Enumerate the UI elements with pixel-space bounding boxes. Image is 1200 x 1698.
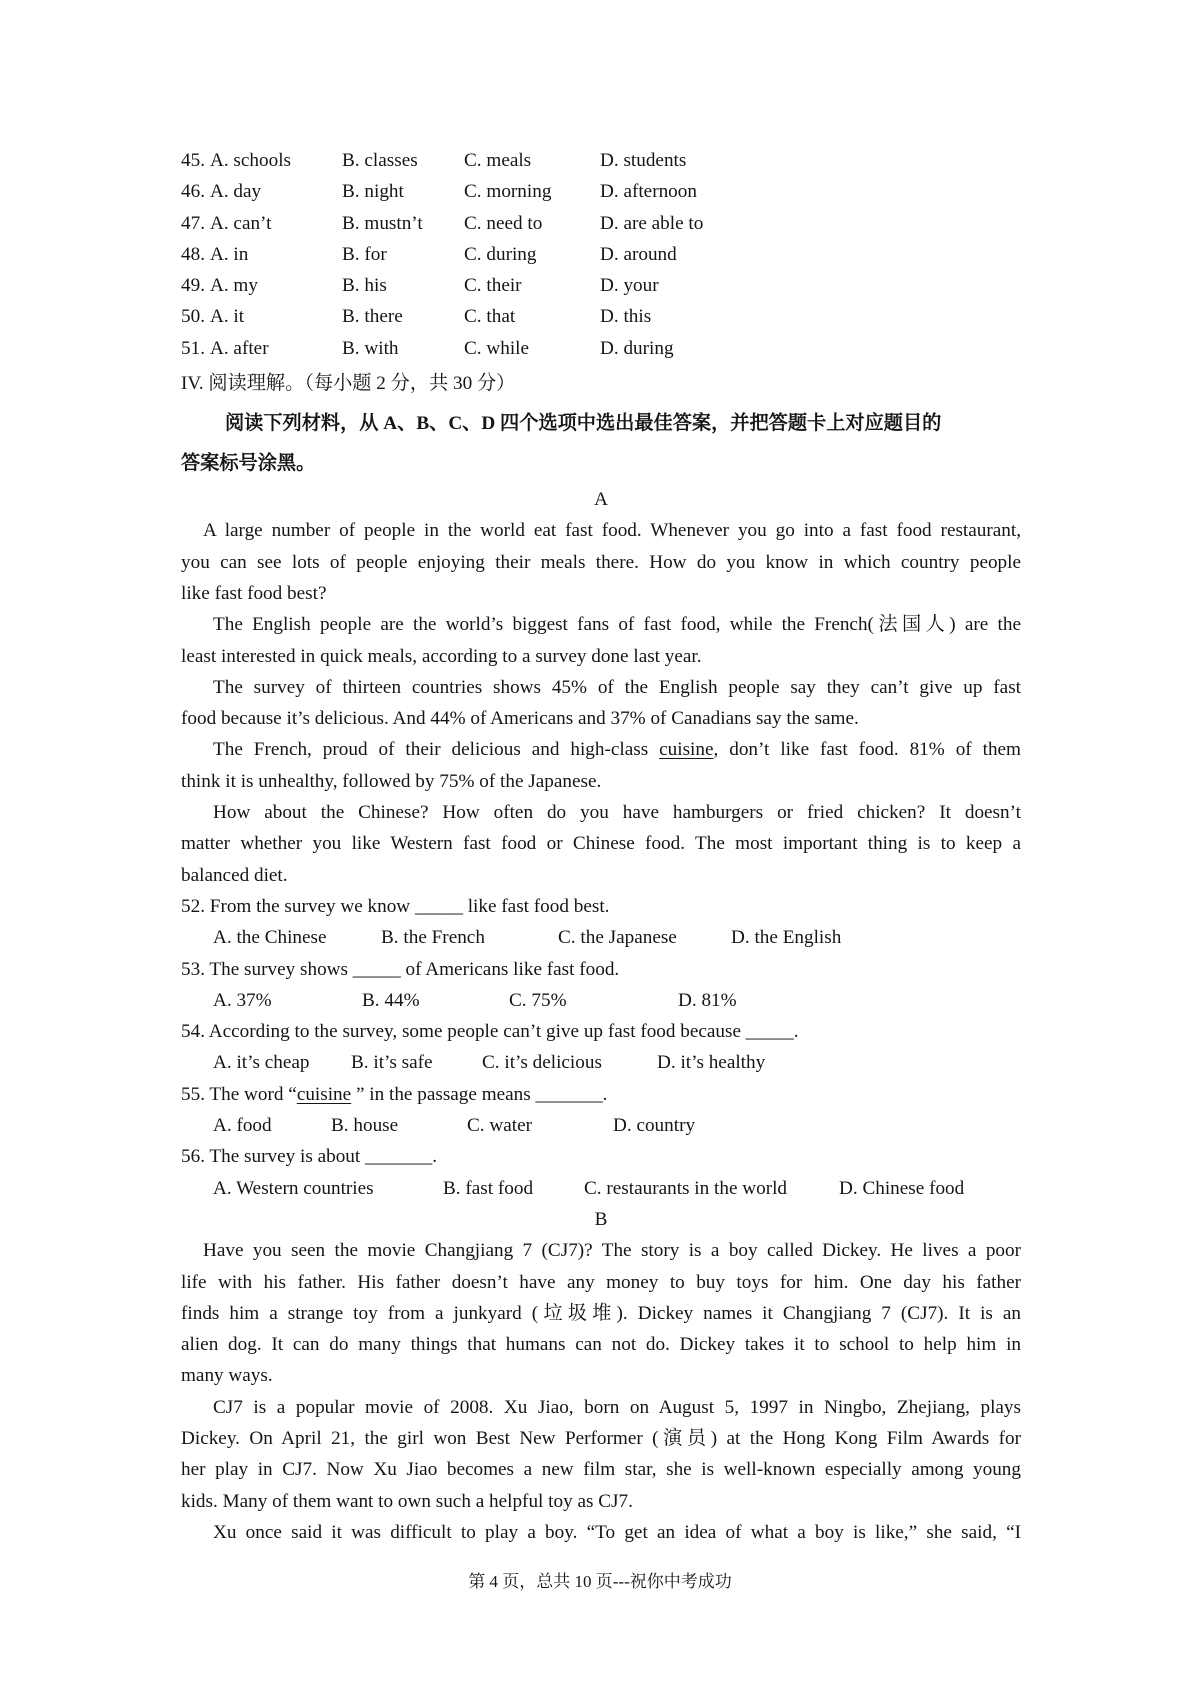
passage-line: alien dog. It can do many things that humans can not do. Dickey takes it to school to help him in: [181, 1334, 1021, 1356]
option-c: C. restaurants in the world: [584, 1177, 788, 1199]
option-d: D. 81%: [678, 989, 737, 1011]
question-text: ” in the passage means _______.: [351, 1083, 608, 1105]
option-c: C. while: [464, 337, 530, 359]
question-stem: 54. According to the survey, some people can’t give up fast food because _____.: [181, 1021, 799, 1043]
passage-line: think it is unhealthy, followed by 75% of the Japanese.: [181, 770, 602, 792]
answer-options: [181, 985, 1021, 1016]
option-c: C. water: [467, 1115, 533, 1137]
option-c: C. morning: [464, 181, 552, 203]
question-number: 45.: [181, 150, 205, 171]
option-a: [181, 333, 269, 364]
option-b: B. 44%: [362, 989, 420, 1011]
question-number: 47.: [181, 212, 205, 234]
option-a: [181, 270, 258, 301]
answer-options: [181, 1173, 1021, 1204]
passage-line: matter whether you like Western fast food or Chinese food. The most important thing is to keep a: [181, 833, 1021, 855]
question-number: 48.: [181, 243, 205, 265]
option-a: [181, 176, 261, 207]
option-b: B. with: [342, 337, 399, 359]
underlined-word: cuisine: [296, 1083, 352, 1105]
instructions-line: 答案标号涂黑。: [181, 453, 316, 475]
option-a: [181, 145, 291, 176]
passage-label: A: [594, 489, 608, 511]
option-d: D. are able to: [600, 212, 704, 234]
option-c: C. during: [464, 243, 537, 265]
option-a: [181, 301, 244, 332]
option-d: D. country: [613, 1115, 696, 1137]
cloze-options-row: [181, 333, 1021, 364]
cloze-options-row: [181, 176, 1021, 207]
passage-text: The French, proud of their delicious and high-class: [213, 739, 660, 761]
option-b: B. house: [331, 1115, 399, 1137]
passage-text: , don’t like fast food. 81% of them: [713, 739, 1021, 761]
option-d: D. it’s healthy: [657, 1052, 766, 1074]
passage-line: How about the Chinese? How often do you have hamburgers or fried chicken? It doesn’t: [213, 802, 1021, 824]
option-c: C. need to: [464, 212, 543, 234]
question-stem: 52. From the survey we know _____ like fast food best.: [181, 895, 610, 917]
question-number: 49.: [181, 275, 205, 297]
option-a-text: A. after: [209, 337, 269, 359]
question-number: 50.: [181, 306, 205, 328]
option-a-text: A. in: [209, 243, 249, 265]
passage-line: [181, 734, 1021, 765]
option-b: B. it’s safe: [351, 1052, 433, 1074]
option-b: B. his: [342, 275, 387, 297]
passage-line: Dickey. On April 21, the girl won Best New Performer (演员) at the Hong Kong Film Awards for: [181, 1427, 1021, 1449]
cloze-options-row: [181, 301, 1021, 332]
cloze-options-row: [181, 145, 1021, 176]
option-d: D. around: [600, 243, 677, 265]
page-content: [181, 145, 1021, 1548]
option-a: [181, 239, 248, 270]
cloze-options-row: [181, 208, 1021, 239]
option-a-text: A. it: [209, 306, 245, 328]
instructions-line: 阅读下列材料，从 A、B、C、D 四个选项中选出最佳答案，并把答题卡上对应题目的: [225, 413, 942, 435]
option-c: C. their: [464, 275, 522, 297]
option-b: B. the French: [381, 927, 485, 949]
answer-options: [181, 1110, 1021, 1141]
passage-line: many ways.: [181, 1365, 273, 1387]
question-number: 51.: [181, 337, 205, 359]
passage-line: life with his father. His father doesn’t have any money to buy toys for him. One day his father: [181, 1271, 1021, 1293]
option-b: B. night: [342, 181, 404, 203]
option-b: B. mustn’t: [342, 212, 423, 234]
option-a-text: A. schools: [209, 150, 291, 171]
passage-line: kids. Many of them want to own such a helpful toy as CJ7.: [181, 1490, 633, 1512]
option-c: C. that: [464, 306, 516, 328]
cloze-options-row: [181, 270, 1021, 301]
question-stem: [181, 1079, 1021, 1110]
option-a: A. the Chinese: [213, 927, 327, 949]
passage-line: CJ7 is a popular movie of 2008. Xu Jiao, born on August 5, 1997 in Ningbo, Zhejiang, plays: [213, 1396, 1021, 1418]
option-c: C. 75%: [509, 989, 567, 1011]
option-a: A. food: [213, 1115, 272, 1137]
option-a: [181, 208, 271, 239]
option-d: D. students: [600, 150, 687, 171]
passage-line: Xu once said it was difficult to play a boy. “To get an idea of what a boy is like,” she said, “I: [213, 1521, 1021, 1543]
option-c: C. it’s delicious: [482, 1052, 602, 1074]
option-c: C. meals: [464, 150, 532, 171]
passage-line: Have you seen the movie Changjiang 7 (CJ7)? The story is a boy called Dickey. He lives a poor: [203, 1240, 1021, 1262]
passage-label: B: [594, 1208, 608, 1230]
underlined-word: cuisine: [659, 739, 714, 761]
passage-line: her play in CJ7. Now Xu Jiao becomes a new film star, she is well-known especially among young: [181, 1459, 1021, 1481]
passage-line: least interested in quick meals, according to a survey done last year.: [181, 645, 702, 667]
question-number: 46.: [181, 181, 205, 203]
passage-line: The survey of thirteen countries shows 45% of the English people say they can’t give up fast: [213, 676, 1021, 698]
cloze-options-row: [181, 239, 1021, 270]
answer-options: [181, 1047, 1021, 1078]
option-a: A. Western countries: [213, 1177, 374, 1199]
option-a-text: A. day: [209, 181, 262, 203]
question-text: 55. The word “: [181, 1083, 297, 1105]
option-d: D. the English: [731, 927, 842, 949]
question-stem: 53. The survey shows _____ of Americans like fast food.: [181, 958, 620, 980]
option-c: C. the Japanese: [558, 927, 677, 949]
option-b: B. classes: [342, 150, 418, 171]
passage-line: A large number of people in the world eat fast food. Whenever you go into a fast food restaurant,: [203, 520, 1021, 542]
passage-line: finds him a strange toy from a junkyard (垃圾堆). Dickey names it Changjiang 7 (CJ7). It is an: [181, 1302, 1021, 1324]
passage-line: like fast food best?: [181, 582, 327, 604]
option-a: A. 37%: [213, 989, 272, 1011]
passage-line: you can see lots of people enjoying their meals there. How do you know in which country people: [181, 551, 1021, 573]
option-b: B. there: [342, 306, 403, 328]
option-b: B. fast food: [443, 1177, 534, 1199]
option-b: B. for: [342, 243, 387, 265]
option-d: D. Chinese food: [839, 1177, 965, 1199]
passage-line: food because it’s delicious. And 44% of Americans and 37% of Canadians say the same.: [181, 708, 859, 730]
option-a: A. it’s cheap: [213, 1052, 310, 1074]
answer-options: [181, 922, 1021, 953]
option-a-text: A. can’t: [209, 212, 272, 234]
option-d: D. during: [600, 337, 674, 359]
passage-line: balanced diet.: [181, 864, 288, 886]
option-d: D. this: [600, 306, 652, 328]
passage-line: The English people are the world’s biggest fans of fast food, while the French(法国人) are the: [213, 614, 1021, 636]
option-d: D. your: [600, 275, 659, 297]
section-heading: IV. 阅读理解。（每小题 2 分，共 30 分）: [181, 373, 516, 395]
page-footer: 第 4 页，总共 10 页---祝你中考成功: [468, 1572, 732, 1591]
option-d: D. afternoon: [600, 181, 697, 203]
question-stem: 56. The survey is about _______.: [181, 1146, 437, 1168]
option-a-text: A. my: [209, 275, 258, 297]
